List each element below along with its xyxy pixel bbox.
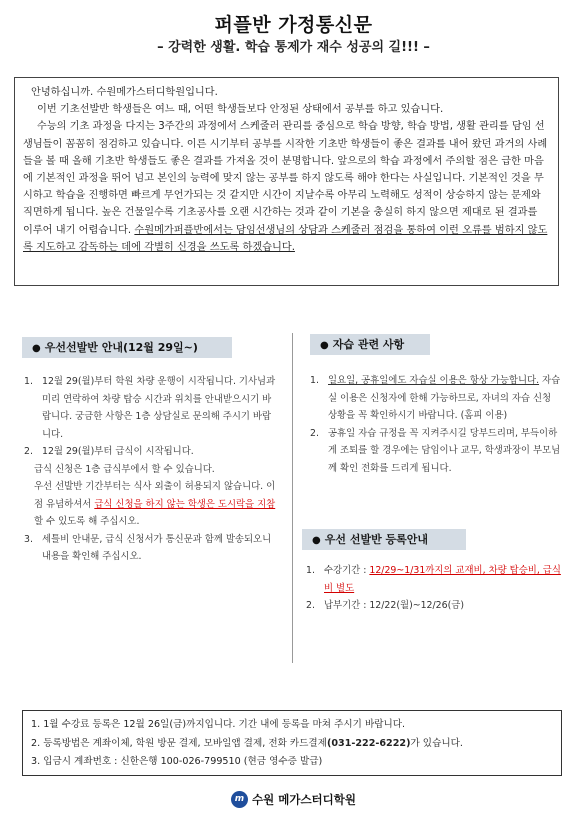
item-label: 수강기간 : <box>324 565 370 576</box>
section-heading-priority-class <box>22 337 232 358</box>
item-number: 2. <box>306 600 315 611</box>
bullet-icon: ● <box>32 343 41 354</box>
payment-line-2 <box>31 735 553 754</box>
section-heading-label: 자습 관련 사항 <box>332 338 405 351</box>
list-item <box>24 443 276 461</box>
bullet-icon: ● <box>312 535 321 546</box>
item-number: 1. <box>306 565 315 576</box>
greeting: 안녕하십니까. 수원메가스터디학원입니다. <box>31 87 218 98</box>
item-text-highlight: 급식 신청을 하지 않는 학생은 도시락을 지참 <box>94 498 276 510</box>
column-divider <box>292 333 293 663</box>
item-text: 공휴일 자습 규정을 꼭 지켜주시길 당부드리며, 부득이하게 조퇴를 할 경우에는 담임이나 교무, 학생과장이 부모님께 확인 전화를 드리게 됩니다. <box>328 427 561 474</box>
list-item <box>310 425 562 478</box>
section-heading-self-study <box>310 334 430 355</box>
item-text-underlined: 일요일, 공휴일에도 자습실 이용은 항상 가능합니다. <box>328 375 540 386</box>
intro-paragraph-2 <box>23 118 550 256</box>
item-text: 자습실 이용은 신청자에 한해 가능하므로, 자녀의 자습 신청 상황을 꼭 확인하시기 바랍니다. (홈피 이용) <box>328 375 561 421</box>
list-item <box>310 372 562 425</box>
payment-line-2-text: 2. 등록방법은 계좌이체, 학원 방문 결제, 모바일앱 결제, 전화 카드결제 <box>31 737 327 749</box>
item-text: 우선 선발반 기간부터는 식사 외출이 허용되지 않습니다. 이점 유념하셔서 <box>34 481 276 510</box>
phone-number: (031-222-6222) <box>326 737 411 749</box>
payment-line-3: 3. 입금시 계좌번호 : 신한은행 100-026-799510 (현금 영수증 발급) <box>31 756 323 767</box>
item-text: 할 수 있도록 해 주십시오. <box>34 516 140 527</box>
payment-line-2-end: 가 있습니다. <box>410 737 463 749</box>
item-number: 1. <box>310 375 319 386</box>
academy-footer <box>0 791 587 808</box>
item-number: 1. <box>24 376 33 387</box>
item-text: 납부기간 : 12/22(월)~12/26(금) <box>324 600 464 611</box>
page-subtitle: – 강력한 생활. 학습 통제가 재수 성공의 길!!! – <box>157 40 430 55</box>
academy-logo-icon: m <box>231 791 248 808</box>
bullet-icon: ● <box>320 340 329 351</box>
section-heading-registration <box>302 529 466 550</box>
page-title: 퍼플반 가정통신문 <box>214 14 373 36</box>
item-text: 12월 29(월)부터 급식이 시작됩니다. <box>42 446 194 457</box>
list-item <box>24 531 276 566</box>
intro-paragraph-2-text: 수능의 기초 과정을 다지는 3주간의 과정에서 스케줄러 관리를 중심으로 학습 방향, 학습 방법, 생활 관리를 담임 선생님들이 꼼꼼히 점검하고 있습니다. 이른 시기부터 공부를 시작한 기초반 학생들이 좋은 결과를 내어 왔던 과거의 사례들을 볼 때 올해 기초반 학생들도 좋은 결과를 가져올 것이 분명합니다. 앞으로의 학습 과정에서 주의할 점은 급한 마음에 기본적인 과정을 뛰어 넘고 본인의 능력에 맞지 않는 공부를 하지 않도록 해야 한다는 사실입니다. 기본적인 것을 무시하고 학습을 진행하면 빠르게 무언가되는 것 같지만 시간이 지날수록 아무리 노력해도 성적이 상승하지 않는 문제와 직면하게 됩니다. 높은 건물일수록 기초공사를 오랜 시간하는 것과 같이 기본을 충실히 하지 않으면 제대로 된 결과를 이루어 내기 어렵습니다. <box>23 121 548 236</box>
payment-info-box <box>22 710 562 776</box>
intro-paragraph-2-underlined: 수원메가퍼플반에서는 담임선생님의 상담과 스케줄러 점검을 통하여 이런 오류를 범하지 않도록 지도하고 감독하는 데에 각별히 신경을 쓰도록 하겠습니다. <box>23 224 548 253</box>
item-text: 급식 신청은 1층 급식부에서 할 수 있습니다. <box>34 463 215 475</box>
list-item <box>306 562 562 597</box>
item-number: 2. <box>24 446 33 457</box>
intro-letter-box <box>14 77 559 286</box>
left-section-body <box>24 373 276 566</box>
list-item-continuation <box>24 461 276 479</box>
item-number: 3. <box>24 533 33 545</box>
item-number: 2. <box>310 427 319 439</box>
item-text-highlight: 12/29~1/31까지의 교재비, 차량 탑승비, 급식비 별도 <box>324 565 561 594</box>
item-text: 12월 29(월)부터 학원 차량 운행이 시작됩니다. 기사님과 미리 연락하여 차량 탑승 시간과 위치를 안내받으시기 바랍니다. 궁금한 사항은 1층 상담실로 문의해 주시기 바랍니다. <box>42 376 276 440</box>
academy-name: 수원 메가스터디학원 <box>252 792 356 807</box>
list-item <box>24 373 276 443</box>
item-text: 세틀비 안내문, 급식 신청서가 통신문과 함께 발송되오니 내용을 확인해 주십시오. <box>42 533 272 562</box>
self-study-body <box>310 372 562 477</box>
intro-paragraph-1: 이번 기초선발반 학생들은 여느 때, 어떤 학생들보다 안정된 상태에서 공부를 하고 있습니다. <box>37 104 444 116</box>
section-heading-label: 우선선발반 안내(12월 29일~) <box>44 341 198 354</box>
registration-body <box>306 562 562 615</box>
list-item-continuation <box>24 478 276 531</box>
list-item <box>306 597 562 615</box>
section-heading-label: 우선 선발반 등록안내 <box>324 533 429 546</box>
payment-line-1: 1. 1월 수강료 등록은 12월 26일(금)까지입니다. 기간 내에 등록을 마쳐 주시기 바랍니다. <box>31 719 406 730</box>
